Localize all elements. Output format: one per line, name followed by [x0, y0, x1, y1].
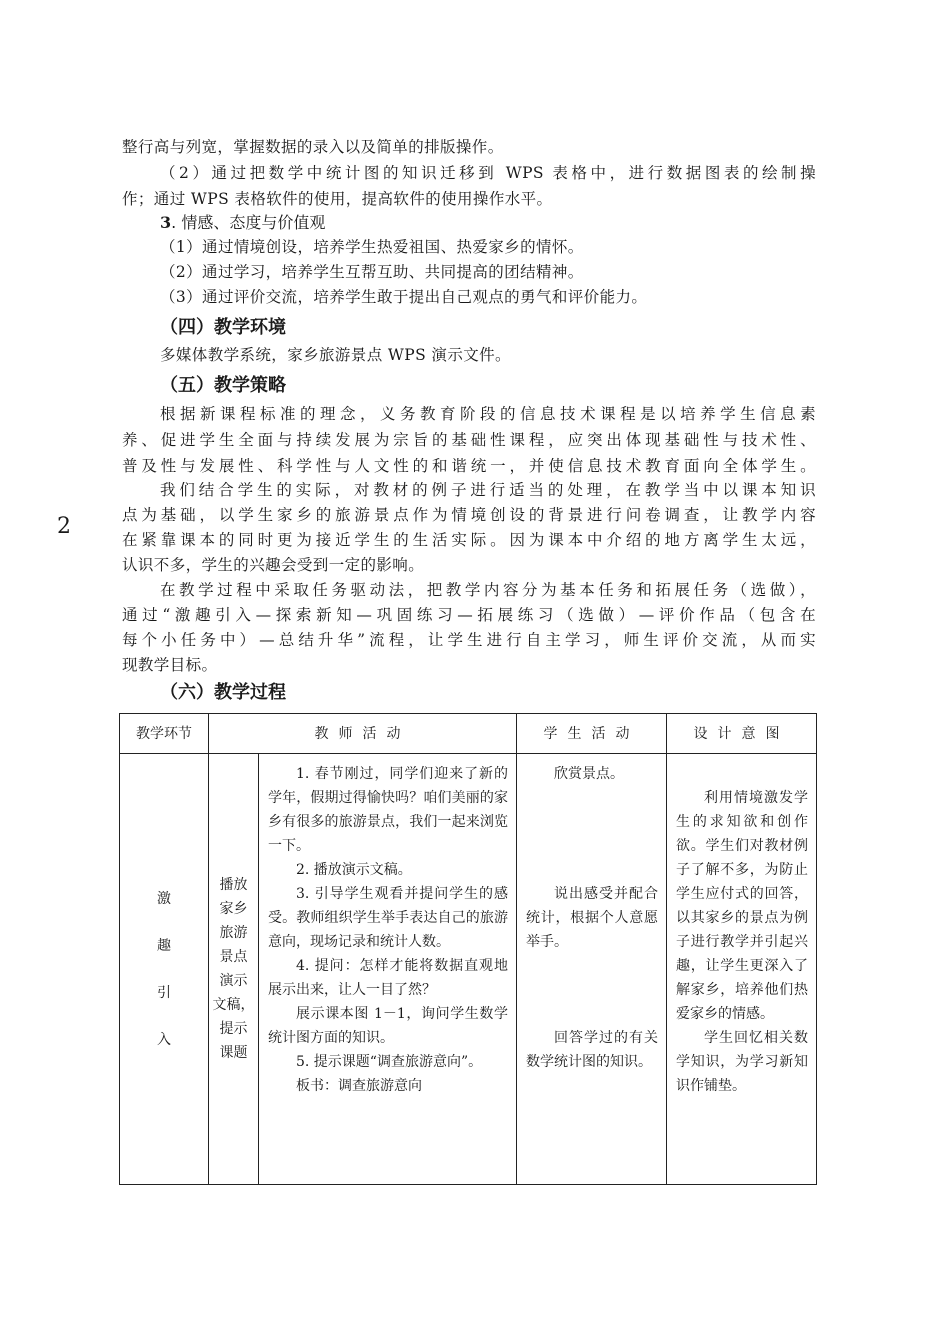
list-item: （2）通过学习，培养学生互帮互助、共同提高的团结精神。: [160, 263, 584, 281]
sub-step-line: 文稿，: [212, 997, 255, 1013]
student-step: 说出感受并配合统计，根据个人意愿举手。: [526, 886, 658, 950]
section-number: 3: [160, 213, 172, 232]
paragraph-line: （2）通过把数学中统计图的知识迁移到 WPS 表格中，进行数据图表的绘制操: [160, 164, 816, 182]
heading-strategy: （五）教学策略: [160, 375, 286, 396]
teacher-step: 展示课本图 1－1，询问学生数学统计图方面的知识。: [268, 1006, 508, 1046]
section-title: . 情感、态度与价值观: [171, 213, 326, 232]
teacher-step: 3. 引导学生观看并提问学生的感受。教师组织学生举手表达自己的旅游意向，现场记录和统计人数。: [268, 886, 508, 950]
paragraph-line: 普及性与发展性、科学性与人文性的和谐统一，并使信息技术教育面向全体学生。: [122, 457, 816, 475]
paragraph-line: 作；通过 WPS 表格软件的使用，提高软件的使用操作水平。: [122, 190, 553, 208]
sub-step-line: 播放: [219, 877, 248, 893]
intent-paragraph: 学生回忆相关数学知识，为学习新知识作铺垫。: [676, 1030, 808, 1094]
table-header-row: [120, 714, 817, 754]
student-step: 欣赏景点。: [554, 766, 624, 782]
teacher-step: 2. 播放演示文稿。: [296, 862, 412, 878]
sub-step-line: 提示: [219, 1021, 248, 1037]
heading-process: （六）教学过程: [160, 682, 286, 703]
page-number: 2: [57, 514, 71, 539]
header-phase: 教学环节: [120, 714, 209, 754]
paragraph-line: 在教学过程中采取任务驱动法，把教学内容分为基本任务和拓展任务（选做），: [160, 581, 816, 599]
phase-char: 入: [157, 1031, 171, 1048]
teacher-activity-cell: [259, 754, 517, 1185]
list-item: （3）通过评价交流，培养学生敢于提出自己观点的勇气和评价能力。: [160, 288, 648, 306]
teacher-step: 1. 春节刚过，同学们迎来了新的学年，假期过得愉快吗？咱们美丽的家乡有很多的旅游景点，我们一起来浏览一下。: [268, 766, 508, 854]
table-row: [120, 754, 817, 1185]
header-student: 学生活动: [517, 714, 667, 754]
intent-paragraph: 利用情境激发学生的求知欲和创作欲。学生们对教材例子了解不多，为防止学生应付式的回答，以其家乡的景点为例子进行教学并引起兴趣，让学生更深入了解家乡，培养他们热爱家乡的情感。: [676, 790, 808, 1022]
teacher-step: 4. 提问：怎样才能将数据直观地展示出来，让人一目了然？: [268, 958, 508, 998]
paragraph-line: 多媒体教学系统，家乡旅游景点 WPS 演示文件。: [160, 346, 511, 364]
paragraph-line: 根据新课程标准的理念，义务教育阶段的信息技术课程是以培养学生信息素: [160, 405, 816, 423]
teacher-step: 板书：调查旅游意向: [296, 1078, 422, 1094]
sub-step-line: 旅游: [219, 925, 248, 941]
phase-char: 激: [157, 890, 171, 907]
student-step: 回答学过的有关数学统计图的知识。: [526, 1030, 658, 1070]
paragraph-line: 我们结合学生的实际，对教材的例子进行适当的处理，在教学当中以课本知识: [160, 481, 816, 499]
paragraph-line: 通过“激趣引入—探索新知—巩固练习—拓展练习（选做）—评价作品（包含在: [122, 606, 816, 624]
phase-cell: [120, 754, 209, 1185]
paragraph-line: 在紧靠课本的同时更为接近学生的生活实际。因为课本中介绍的地方离学生太远，: [122, 531, 816, 549]
header-teacher: 教师活动: [209, 714, 517, 754]
paragraph-line: 现教学目标。: [122, 656, 218, 674]
list-item: （1）通过情境创设，培养学生热爱祖国、热爱家乡的情怀。: [160, 238, 584, 256]
sub-step-line: 演示: [219, 973, 248, 989]
sub-step-line: 课题: [219, 1045, 248, 1061]
paragraph-line: 养、促进学生全面与持续发展为宗旨的基础性课程，应突出体现基础性与技术性、: [122, 431, 816, 449]
teacher-step: 5. 提示课题“调查旅游意向”。: [296, 1054, 483, 1070]
heading-environment: （四）教学环境: [160, 317, 286, 338]
header-intent: 设计意图: [667, 714, 817, 754]
sub-step-line: 家乡: [219, 901, 248, 917]
paragraph-line: 点为基础，以学生家乡的旅游景点作为情境创设的背景进行问卷调查，让教学内容: [122, 506, 816, 524]
paragraph-line: 每个小任务中）—总结升华”流程，让学生进行自主学习，师生评价交流，从而实: [122, 631, 816, 649]
design-intent-cell: [667, 754, 817, 1185]
section-heading-3: [160, 211, 325, 235]
paragraph-line: 整行高与列宽，掌握数据的录入以及简单的排版操作。: [122, 138, 504, 156]
phase-char: 趣: [157, 937, 171, 954]
paragraph-line: 认识不多，学生的兴趣会受到一定的影响。: [122, 556, 425, 574]
phase-char: 引: [157, 984, 171, 1001]
student-activity-cell: [517, 754, 667, 1185]
teaching-process-table: [119, 713, 817, 1185]
sub-step-line: 景点: [219, 949, 248, 965]
sub-step-cell: [209, 754, 259, 1185]
